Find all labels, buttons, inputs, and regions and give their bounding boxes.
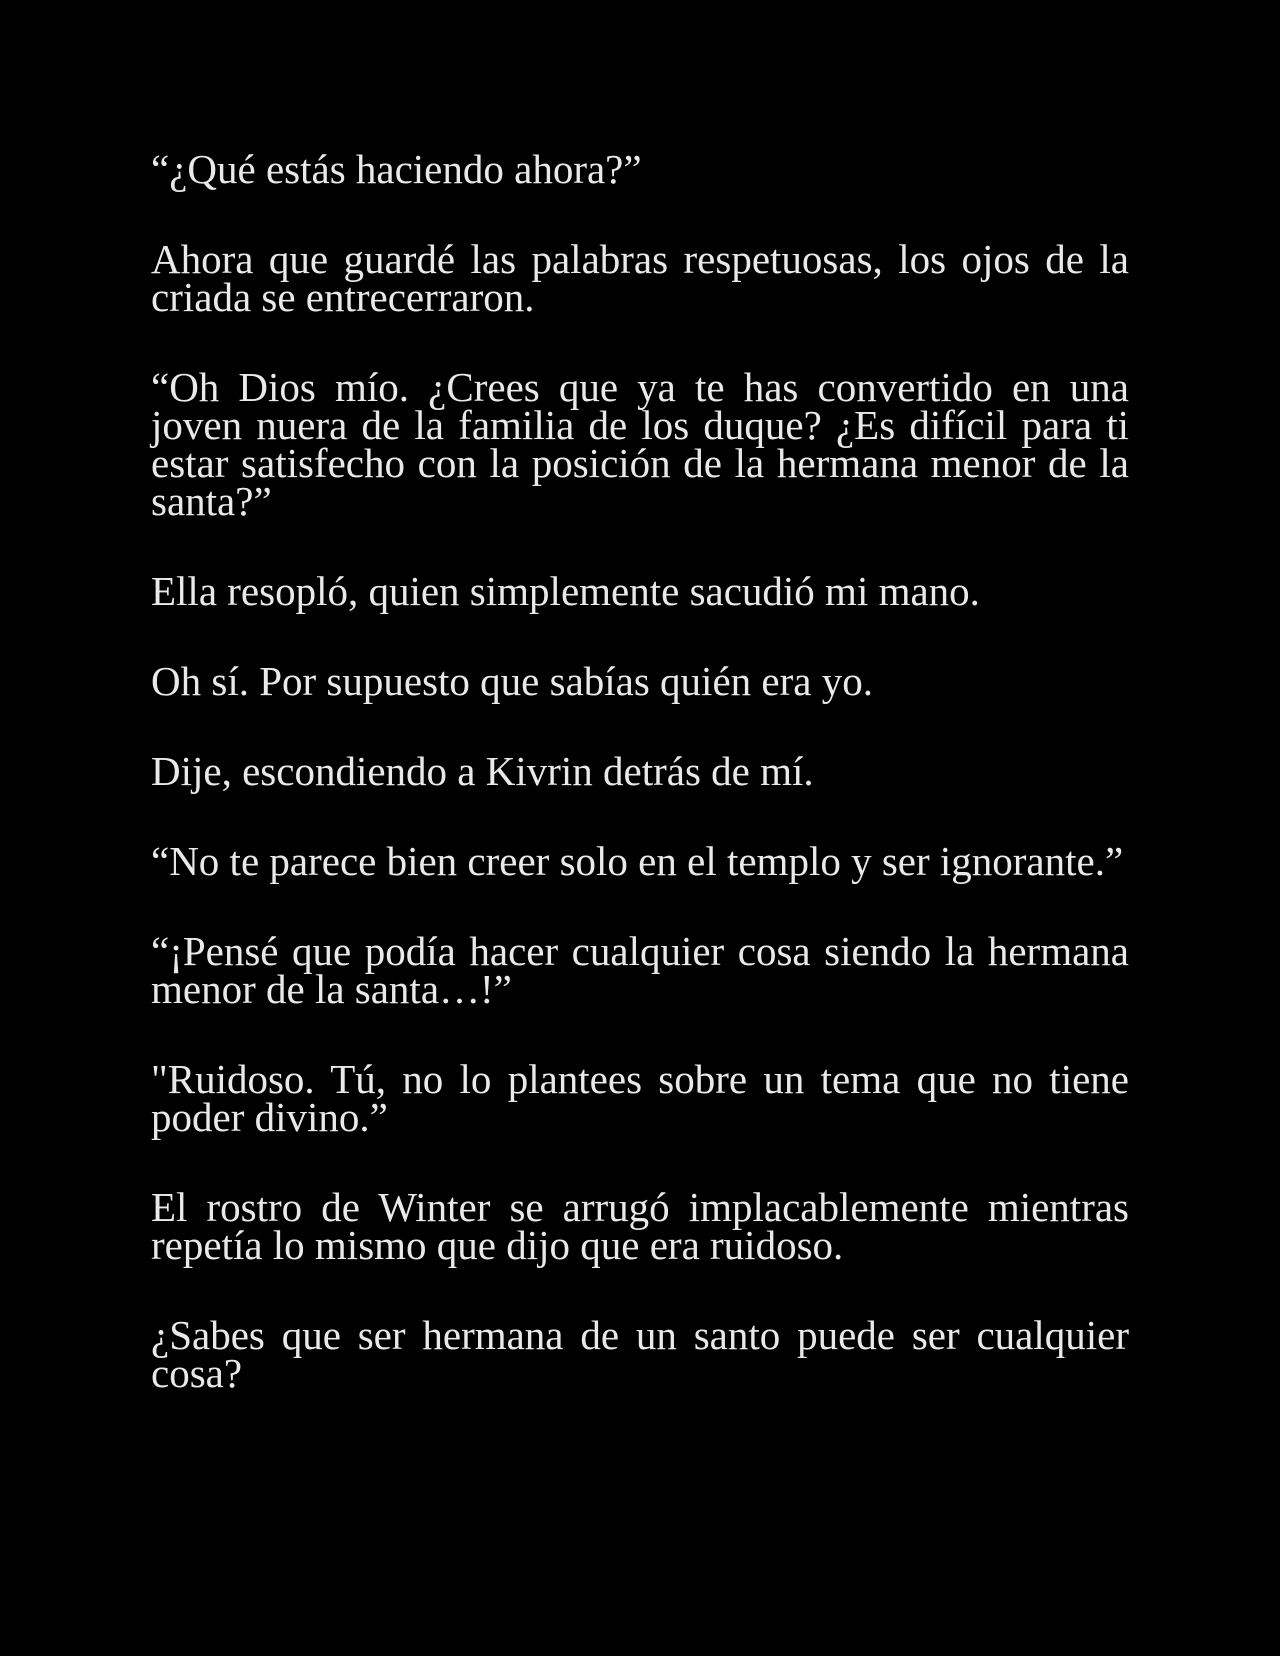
paragraph-7: “No te parece bien creer solo en el templo y ser ignorante.” bbox=[151, 838, 1124, 884]
story-text bbox=[151, 146, 1129, 1444]
paragraph-6: Dije, escondiendo a Kivrin detrás de mí. bbox=[151, 748, 814, 794]
paragraph-1: “¿Qué estás haciendo ahora?” bbox=[151, 146, 642, 192]
paragraph-8: “¡Pensé que podía hacer cualquier cosa siendo la hermana menor de la santa…!” bbox=[151, 928, 1129, 1012]
paragraph-11: ¿Sabes que ser hermana de un santo puede ser cualquier cosa? bbox=[151, 1312, 1129, 1396]
paragraph-10: El rostro de Winter se arrugó implacablemente mientras repetía lo mismo que dijo que era ruidoso. bbox=[151, 1184, 1129, 1268]
paragraph-4: Ella resopló, quien simplemente sacudió mi mano. bbox=[151, 568, 980, 614]
paragraph-5: Oh sí. Por supuesto que sabías quién era yo. bbox=[151, 658, 873, 704]
paragraph-3: “Oh Dios mío. ¿Crees que ya te has convertido en una joven nuera de la familia de los duque? ¿Es difícil para ti estar satisfecho con la posición de la hermana menor de la santa?” bbox=[151, 364, 1129, 524]
paragraph-2: Ahora que guardé las palabras respetuosas, los ojos de la criada se entrecerraron. bbox=[151, 236, 1129, 320]
paragraph-9: "Ruidoso. Tú, no lo plantees sobre un tema que no tiene poder divino.” bbox=[151, 1056, 1129, 1140]
